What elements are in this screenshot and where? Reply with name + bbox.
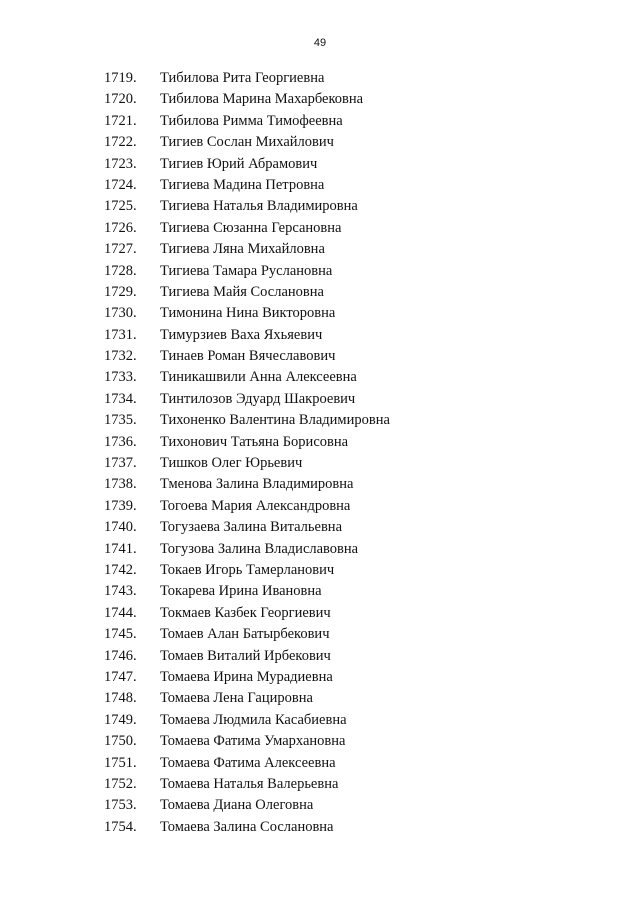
entry-number: 1737. xyxy=(104,455,137,472)
entry-number: 1738. xyxy=(104,476,137,493)
entry-name: Тинаев Роман Вячеславович xyxy=(160,348,336,365)
entry-name: Томаева Диана Олеговна xyxy=(160,797,314,814)
list-item xyxy=(0,325,640,346)
entry-number: 1721. xyxy=(104,112,137,129)
entry-name: Томаева Фатима Алексеевна xyxy=(160,754,336,771)
list-item xyxy=(0,560,640,581)
list-item xyxy=(0,154,640,175)
list-item xyxy=(0,646,640,667)
list-item xyxy=(0,218,640,239)
entry-number: 1747. xyxy=(104,668,137,685)
list-item xyxy=(0,795,640,816)
entry-name: Тигиева Наталья Владимировна xyxy=(160,198,358,215)
entry-name: Тимурзиев Ваха Яхьяевич xyxy=(160,326,323,343)
list-item xyxy=(0,239,640,260)
entry-number: 1734. xyxy=(104,390,137,407)
entry-number: 1749. xyxy=(104,711,137,728)
entry-name: Томаев Виталий Ирбекович xyxy=(160,647,331,664)
entry-name: Тиникашвили Анна Алексеевна xyxy=(160,369,357,386)
entry-name: Томаев Алан Батырбекович xyxy=(160,626,330,643)
list-item xyxy=(0,196,640,217)
entry-name: Тибилова Римма Тимофеевна xyxy=(160,112,343,129)
list-item xyxy=(0,132,640,153)
entry-number: 1750. xyxy=(104,733,137,750)
list-item xyxy=(0,710,640,731)
entry-number: 1754. xyxy=(104,818,137,835)
entry-number: 1724. xyxy=(104,176,137,193)
page-number: 49 xyxy=(313,37,327,49)
list-item xyxy=(0,667,640,688)
entry-number: 1728. xyxy=(104,262,137,279)
list-item xyxy=(0,688,640,709)
entry-number: 1733. xyxy=(104,369,137,386)
list-item xyxy=(0,111,640,132)
entry-name: Токарева Ирина Ивановна xyxy=(160,583,322,600)
list-item xyxy=(0,581,640,602)
list-item xyxy=(0,453,640,474)
list-item xyxy=(0,68,640,89)
entry-number: 1744. xyxy=(104,604,137,621)
list-item xyxy=(0,367,640,388)
entry-name: Тибилова Марина Махарбековна xyxy=(160,91,364,108)
list-item xyxy=(0,89,640,110)
entry-number: 1726. xyxy=(104,219,137,236)
entry-name: Томаева Залина Сослановна xyxy=(160,818,334,835)
entry-name: Тихонович Татьяна Борисовна xyxy=(160,433,349,450)
entry-name: Тишков Олег Юрьевич xyxy=(160,455,303,472)
list-item xyxy=(0,410,640,431)
list-item xyxy=(0,474,640,495)
entry-number: 1725. xyxy=(104,198,137,215)
entry-number: 1743. xyxy=(104,583,137,600)
entry-name: Тигиева Майя Сослановна xyxy=(160,283,324,300)
entry-number: 1735. xyxy=(104,412,137,429)
entry-number: 1740. xyxy=(104,519,137,536)
entry-number: 1745. xyxy=(104,626,137,643)
entry-number: 1719. xyxy=(104,70,137,86)
entry-name: Тигиева Тамара Руслановна xyxy=(160,262,333,279)
entry-name: Томаева Наталья Валерьевна xyxy=(160,775,339,792)
entry-number: 1723. xyxy=(104,155,137,172)
entry-name: Токмаев Казбек Георгиевич xyxy=(160,604,331,621)
list-item xyxy=(0,817,640,838)
entry-name: Токаев Игорь Тамерланович xyxy=(160,561,335,578)
entry-name: Тигиева Сюзанна Герсановна xyxy=(160,219,342,236)
list-item xyxy=(0,175,640,196)
entry-number: 1729. xyxy=(104,283,137,300)
entry-name: Тогузаева Залина Витальевна xyxy=(160,519,343,536)
entry-number: 1722. xyxy=(104,134,137,151)
entry-number: 1742. xyxy=(104,561,137,578)
entry-name: Тигиев Юрий Абрамович xyxy=(160,155,318,172)
list-item xyxy=(0,282,640,303)
entry-number: 1727. xyxy=(104,241,137,258)
entry-number: 1731. xyxy=(104,326,137,343)
entry-name: Тигиева Ляна Михайловна xyxy=(160,241,325,258)
entry-name: Тигиев Сослан Михайлович xyxy=(160,134,334,151)
entry-name: Тогоева Мария Александровна xyxy=(160,497,351,514)
entry-number: 1748. xyxy=(104,690,137,707)
list-item xyxy=(0,624,640,645)
entry-number: 1730. xyxy=(104,305,137,322)
list-item xyxy=(0,261,640,282)
entry-number: 1753. xyxy=(104,797,137,814)
entry-number: 1741. xyxy=(104,540,137,557)
entry-name: Тинтилозов Эдуард Шакроевич xyxy=(160,390,356,407)
entry-name: Тигиева Мадина Петровна xyxy=(160,176,325,193)
entry-name: Тогузова Залина Владиславовна xyxy=(160,540,359,557)
list-item xyxy=(0,603,640,624)
entry-number: 1752. xyxy=(104,775,137,792)
entry-number: 1746. xyxy=(104,647,137,664)
entry-name: Тменова Залина Владимировна xyxy=(160,476,354,493)
entry-name: Тихоненко Валентина Владимировна xyxy=(160,412,390,429)
entry-number: 1751. xyxy=(104,754,137,771)
list-item xyxy=(0,389,640,410)
list-item xyxy=(0,303,640,324)
entry-number: 1732. xyxy=(104,348,137,365)
entry-name: Томаева Ирина Мурадиевна xyxy=(160,668,333,685)
list-item xyxy=(0,346,640,367)
entry-name: Томаева Людмила Касабиевна xyxy=(160,711,347,728)
entry-name: Томаева Фатима Умархановна xyxy=(160,733,346,750)
entry-name: Тибилова Рита Георгиевна xyxy=(160,70,325,86)
list-item xyxy=(0,731,640,752)
list-item xyxy=(0,517,640,538)
entry-number: 1720. xyxy=(104,91,137,108)
list-item xyxy=(0,432,640,453)
list-item xyxy=(0,539,640,560)
name-list xyxy=(0,68,640,838)
entry-number: 1736. xyxy=(104,433,137,450)
entry-name: Тимонина Нина Викторовна xyxy=(160,305,336,322)
entry-name: Томаева Лена Гацировна xyxy=(160,690,313,707)
entry-number: 1739. xyxy=(104,497,137,514)
list-item xyxy=(0,496,640,517)
list-item xyxy=(0,774,640,795)
list-item xyxy=(0,753,640,774)
